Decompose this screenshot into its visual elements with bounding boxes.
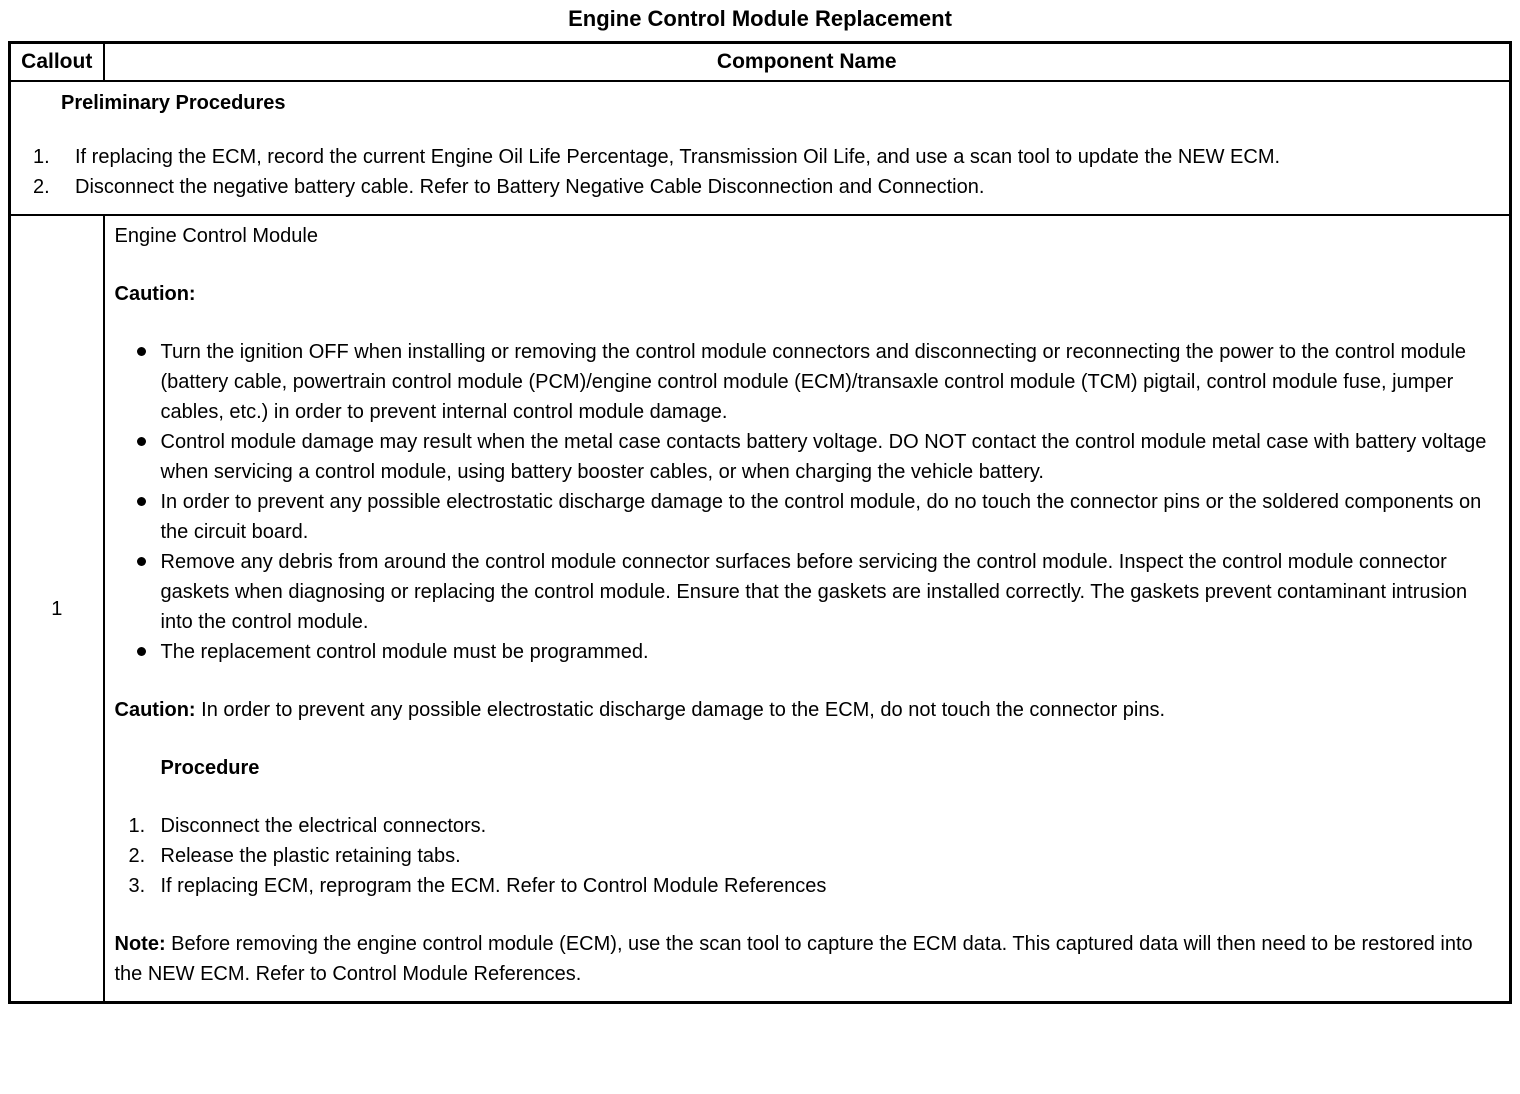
- caution-note-text: In order to prevent any possible electrostatic discharge damage to the ECM, do not touch the connector pins.: [201, 699, 1166, 721]
- caution-bullet: Remove any debris from around the control module connector surfaces before servicing the control module. Inspect the control module connector gaskets when diagnosing or replacing the control module. Ensure that the gaskets are installed correctly. The gaskets prevent contaminant intrusion into the control module.: [115, 547, 1498, 637]
- component-cell: [104, 215, 1511, 1003]
- header-component-name: Component Name: [104, 43, 1511, 82]
- page-title: Engine Control Module Replacement: [568, 6, 952, 31]
- caution-bullet-list: [115, 337, 1498, 667]
- preliminary-step: If replacing the ECM, record the current Engine Oil Life Percentage, Transmission Oil Life, and use a scan tool to update the NEW ECM.: [75, 146, 1281, 168]
- component-name: Engine Control Module: [114, 225, 318, 247]
- procedure-steps-list: [115, 811, 1498, 901]
- caution-bullet: The replacement control module must be programmed.: [115, 637, 1498, 667]
- procedure-step: Disconnect the electrical connectors.: [160, 815, 487, 837]
- component-table: [8, 41, 1512, 1004]
- preliminary-procedures-row: [10, 81, 1511, 215]
- note: [115, 929, 1498, 989]
- callout-cell: 1: [10, 215, 104, 1003]
- procedure-step: If replacing ECM, reprogram the ECM. Refer to Control Module References: [160, 875, 827, 897]
- preliminary-steps-list: [21, 142, 1499, 202]
- procedure-step: Release the plastic retaining tabs.: [160, 845, 461, 867]
- procedure-heading: Procedure: [160, 757, 260, 779]
- caution-note-label: Caution:: [114, 699, 196, 721]
- note-label: Note:: [114, 933, 166, 955]
- caution-label: Caution:: [114, 283, 196, 305]
- header-callout: Callout: [10, 43, 104, 82]
- caution-bullet: Turn the ignition OFF when installing or removing the control module connectors and disconnecting or reconnecting the power to the control module (battery cable, powertrain control module (PCM)/engine control module (ECM)/transaxle control module (TCM) pigtail, control module fuse, jumper cables, etc.) in order to prevent internal control module damage.: [115, 337, 1498, 427]
- caution-bullet: Control module damage may result when the metal case contacts battery voltage. DO NOT contact the control module metal case with battery voltage when servicing a control module, using battery booster cables, or when charging the vehicle battery.: [115, 427, 1498, 487]
- component-row: [10, 215, 1511, 1003]
- note-text: Before removing the engine control module (ECM), use the scan tool to capture the ECM data. This captured data will then need to be restored into the NEW ECM. Refer to Control Module References.: [114, 933, 1473, 985]
- preliminary-procedures-cell: [10, 81, 1511, 215]
- preliminary-heading: Preliminary Procedures: [61, 92, 286, 114]
- table-header-row: [10, 43, 1511, 82]
- preliminary-step: Disconnect the negative battery cable. Refer to Battery Negative Cable Disconnection and Connection.: [75, 176, 985, 198]
- caution-note: [115, 695, 1498, 725]
- caution-bullet: In order to prevent any possible electrostatic discharge damage to the control module, do no touch the connector pins or the soldered components on the circuit board.: [115, 487, 1498, 547]
